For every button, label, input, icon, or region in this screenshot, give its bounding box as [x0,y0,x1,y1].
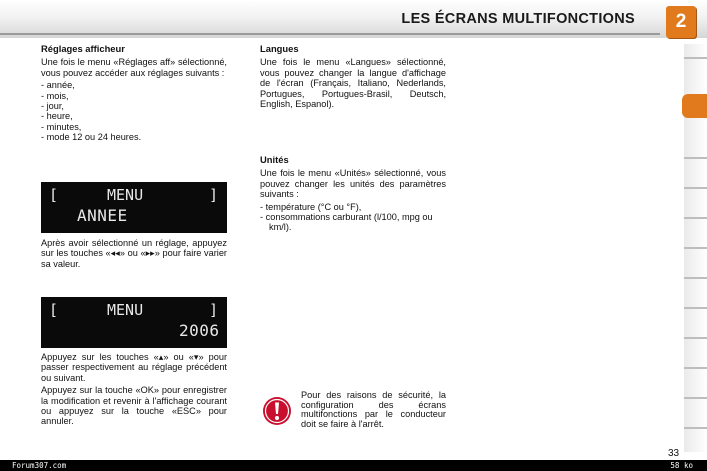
footer-site-label: Forum307.com [12,461,67,470]
side-tab [684,277,707,279]
section-heading: Langues [260,43,299,54]
lcd-menu-label: MENU [107,301,144,319]
header-rule [0,33,660,35]
list-item: - heure, [41,111,227,121]
lcd-bracket-left: [ [49,301,59,319]
paragraph: Appuyez sur la touche «OK» pour enregistrer la modification et revenir à l'affichage courant ou appuyez sur la touche «ESC» pour annuler. [41,385,227,427]
list-item: - température (°C ou °F), [260,202,446,212]
side-tab [684,217,707,219]
footer-bar [0,460,707,471]
page-number: 33 [668,448,680,459]
paragraph: Après avoir sélectionné un réglage, appuyez sur les touches «◂◂» ou «▸▸» pour faire varier sa valeur. [41,238,227,269]
lcd-bracket-right: ] [209,186,219,204]
lcd-menu-label: MENU [107,186,144,204]
side-tab [684,187,707,189]
unites-section [260,155,446,233]
paragraph-block [41,238,227,271]
side-tab-active [682,94,707,118]
paragraph-block [41,352,227,429]
side-tab [684,157,707,159]
exclamation-circle-icon [262,396,292,426]
lcd-display-annee [41,182,227,233]
side-tab [684,367,707,369]
side-tab [684,397,707,399]
page-title: LES ÉCRANS MULTIFONCTIONS [401,11,635,27]
list-item: - mode 12 ou 24 heures. [41,132,227,142]
settings-list [41,80,227,142]
lcd-bracket-right: ] [209,301,219,319]
units-list [260,202,446,233]
footer-size-label: 58 ko [670,461,693,470]
lcd-value: ANNEE [77,206,128,225]
paragraph: Une fois le menu «Langues» sélectionné, vous pouvez changer la langue d'affichage de l'écran (Français, Italiano, Nederlands, Portugues, Portugues-Brasil, Deutsch, English, Espanol). [260,57,446,110]
list-item: - minutes, [41,122,227,132]
lcd-display-year [41,297,227,348]
lcd-bracket-left: [ [49,186,59,204]
side-tab [684,427,707,429]
paragraph: Une fois le menu «Unités» sélectionné, vous pouvez changer les unités des paramètres suivants : [260,168,446,200]
list-item: - consommations carburant (l/100, mpg ou km/l). [260,212,446,233]
paragraph: Appuyez sur les touches «▴» ou «▾» pour passer respectivement au réglage précédent ou suivant. [41,352,227,383]
side-tab [684,247,707,249]
list-item: - mois, [41,91,227,101]
side-tab [684,307,707,309]
side-tab [684,57,707,59]
langues-section [260,44,446,111]
reglages-section [41,44,227,143]
section-heading: Réglages afficheur [41,43,125,54]
lcd-value: 2006 [179,321,220,340]
paragraph: Une fois le menu «Réglages aff» sélectionné, vous pouvez accéder aux réglages suivants : [41,57,227,78]
list-item: - jour, [41,101,227,111]
side-tab [684,337,707,339]
list-item: - année, [41,80,227,90]
chapter-tab: 2 [666,6,696,38]
safety-warning-text: Pour des raisons de sécurité, la configuration des écrans multifonctions par le conducteur doit se faire à l'arrêt. [301,390,446,429]
section-heading: Unités [260,154,289,165]
